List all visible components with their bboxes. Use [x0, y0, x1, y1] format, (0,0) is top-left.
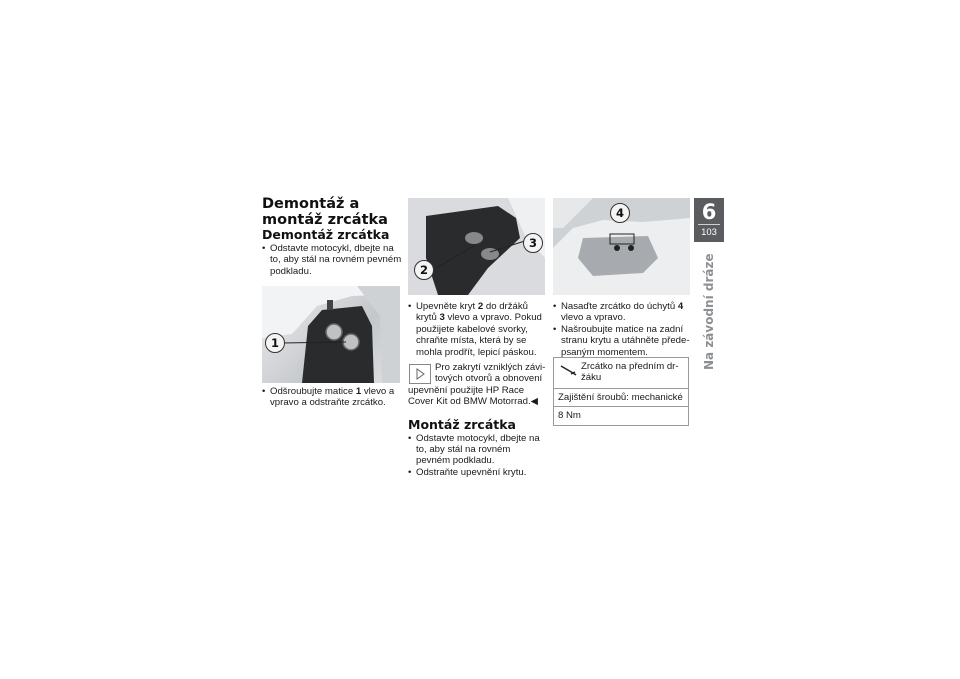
callout-4: 4 — [610, 203, 630, 223]
part-reference: 1 — [355, 386, 362, 397]
instruction-text: vlevo a vpravo. — [561, 312, 626, 324]
page-title: Demontáž a montáž zrcátka — [262, 196, 388, 228]
instruction-text: vlevo a vpravo. Pokud použijete kabelové svorky, chraňte místa, která by se mohla prodřít, lepicí páskou. — [416, 312, 542, 358]
callout-1: 1 — [265, 333, 285, 353]
list-item — [262, 386, 410, 409]
note-box — [408, 362, 546, 385]
column-1 — [262, 228, 402, 277]
list-item — [553, 324, 691, 358]
chapter-tab — [694, 198, 724, 242]
table-row: Zajištění šroubů: mechanické — [554, 388, 688, 406]
instruction-text: do držáků krytů — [416, 301, 529, 324]
chapter-number: 6 — [701, 200, 717, 224]
table-header-row — [554, 358, 688, 388]
callout-3: 3 — [523, 233, 543, 253]
column-2 — [408, 301, 546, 478]
instruction-text: Upevněte kryt — [416, 301, 478, 312]
callout-2: 2 — [414, 260, 434, 280]
part-reference: 2 — [477, 301, 484, 312]
table-header-text: Zrcátko na předním dr-žáku — [581, 361, 679, 384]
note-text: upevnění použijte HP Race Cover Kit od BMW Motorrad. — [408, 384, 531, 408]
table-row: 8 Nm — [554, 406, 688, 424]
instruction-text: Odšroubujte matice — [270, 386, 356, 397]
instruction-text: Našroubujte matice na zadní stranu krytu a utáhněte přede-psaným momentem. — [561, 323, 690, 358]
torque-spec-table — [553, 357, 689, 426]
page-number: 103 — [698, 224, 720, 238]
wrench-icon — [559, 363, 577, 380]
photo-cover-fit — [408, 198, 545, 295]
instruction-text: Odstavte motocykl, dbejte na to, aby stál na rovném pevném podkladu. — [270, 243, 402, 277]
photo-mirror-removal — [262, 286, 400, 383]
chapter-title: Na závodní dráze — [702, 253, 716, 370]
end-mark-icon: ◀ — [530, 396, 539, 408]
part-reference: 3 — [439, 312, 445, 324]
list-item — [408, 433, 546, 467]
play-note-icon — [409, 364, 431, 384]
part-reference: 4 — [677, 301, 684, 312]
note-text-continued — [408, 385, 546, 408]
list-item — [408, 467, 546, 478]
column-3 — [553, 301, 691, 358]
list-item — [408, 301, 546, 358]
list-item — [262, 243, 402, 277]
section-heading-demontaz: Demontáž zrcátka — [262, 227, 390, 242]
note-text: Pro zakrytí vzniklých závi-tových otvorů a obnovení — [435, 362, 546, 385]
instruction-text: Nasaďte zrcátko do úchytů — [561, 301, 678, 312]
photo-illustration-1 — [262, 286, 400, 383]
instruction-text: Odstavte motocykl, dbejte na to, aby stál na rovném pevném podkladu. — [416, 432, 540, 467]
instruction-text: Odstraňte upevnění krytu. — [416, 466, 527, 478]
instruction-text: vlevo a vpravo a odstraňte zrcátko. — [270, 386, 395, 409]
photo-mirror-mount — [553, 198, 690, 295]
list-item — [553, 301, 691, 324]
section-heading-montaz: Montáž zrcátka — [408, 416, 516, 432]
